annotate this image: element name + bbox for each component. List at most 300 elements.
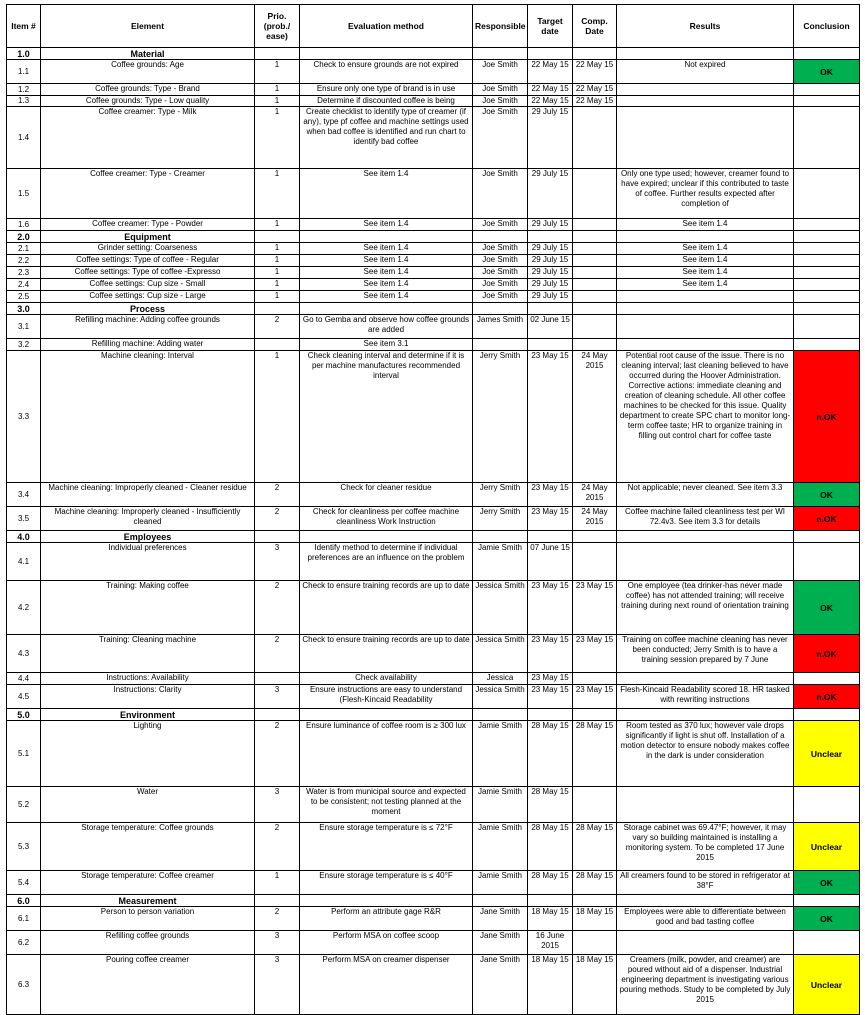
responsible-cell: Joe Smith [473,291,528,303]
table-row [7,787,860,823]
empty-cell [473,709,528,721]
target-date-cell: 23 May 15 [528,673,573,685]
item-cell: 3.3 [7,351,41,483]
table-row [7,871,860,895]
empty-cell [255,709,300,721]
responsible-cell: Jamie Smith [473,787,528,823]
comp-date-cell: 22 May 15 [573,84,617,96]
item-cell: 3.1 [7,315,41,339]
target-date-cell: 23 May 15 [528,581,573,635]
empty-cell [794,531,860,543]
responsible-cell: Jamie Smith [473,543,528,581]
table-row [7,931,860,955]
conclusion-cell: OK [794,581,860,635]
item-cell: 4.1 [7,543,41,581]
element-cell: Coffee settings: Cup size - Small [41,279,255,291]
conclusion-cell [794,543,860,581]
method-cell: Ensure storage temperature is ≤ 40°F [300,871,473,895]
results-cell: See item 1.4 [617,255,794,267]
target-date-cell: 23 May 15 [528,635,573,673]
empty-cell [528,48,573,60]
results-cell: See item 1.4 [617,219,794,231]
empty-cell [255,531,300,543]
conclusion-cell [794,255,860,267]
conclusion-cell [794,315,860,339]
empty-cell [473,48,528,60]
comp-date-cell: 18 May 15 [573,955,617,1015]
empty-cell [300,531,473,543]
comp-date-cell: 18 May 15 [573,907,617,931]
target-date-cell: 23 May 15 [528,685,573,709]
comp-date-cell: 24 May 2015 [573,351,617,483]
empty-cell [573,895,617,907]
comp-date-cell: 24 May 2015 [573,507,617,531]
prio-cell: 1 [255,255,300,267]
conclusion-cell: Unclear [794,823,860,871]
comp-date-cell [573,169,617,219]
method-cell: Create checklist to identify type of creamer (if any), type pf coffee and machine settings used when bad coffee is identified and run chart to identify bad coffee [300,107,473,169]
section-number: 1.0 [7,48,41,60]
conclusion-cell [794,243,860,255]
table-row [7,823,860,871]
conclusion-cell: n.OK [794,351,860,483]
comp-date-cell [573,673,617,685]
element-cell: Coffee grounds: Age [41,60,255,84]
prio-cell: 2 [255,581,300,635]
item-cell: 1.2 [7,84,41,96]
table-body [7,48,860,1015]
results-cell: Storage cabinet was 69.47°F; however, it may vary so building maintained is installing a monitoring system. To be completed 17 June 2015 [617,823,794,871]
comp-date-cell: 24 May 2015 [573,483,617,507]
empty-cell [617,303,794,315]
comp-date-cell [573,219,617,231]
responsible-cell: Joe Smith [473,96,528,107]
empty-cell [473,895,528,907]
results-cell: Not expired [617,60,794,84]
results-cell: Not applicable; never cleaned. See item 3.3 [617,483,794,507]
section-number: 3.0 [7,303,41,315]
item-cell: 2.1 [7,243,41,255]
responsible-cell: Jessica Smith [473,685,528,709]
results-cell [617,673,794,685]
method-cell: Check to ensure training records are up to date [300,635,473,673]
comp-date-cell: 23 May 15 [573,685,617,709]
target-date-cell: 28 May 15 [528,823,573,871]
empty-cell [528,231,573,243]
prio-cell: 1 [255,107,300,169]
element-cell: Pouring coffee creamer [41,955,255,1015]
header-prio: Prio. (prob./ ease) [255,5,300,48]
header-responsible: Responsible [473,5,528,48]
results-cell [617,96,794,107]
results-cell [617,315,794,339]
header-target-date: Target date [528,5,573,48]
prio-cell: 1 [255,279,300,291]
item-cell: 6.1 [7,907,41,931]
target-date-cell [528,339,573,351]
conclusion-cell [794,279,860,291]
target-date-cell: 18 May 15 [528,907,573,931]
responsible-cell: Joe Smith [473,267,528,279]
section-row [7,531,860,543]
results-cell: Potential root cause of the issue. There is no cleaning interval; last cleaning believed to have occurred during the Hoover Administration. Corrective actions: immediate cleaning and creation of cleaning schedule. All other coffee machines to be checked for this issue. Quality department to create SPC chart to monitor long-term coffee taste; HR to organize training in filling out control chart for coffee taste [617,351,794,483]
header-results: Results [617,5,794,48]
responsible-cell: Jamie Smith [473,823,528,871]
empty-cell [528,895,573,907]
empty-cell [528,531,573,543]
empty-cell [617,531,794,543]
conclusion-cell: OK [794,907,860,931]
prio-cell [255,673,300,685]
comp-date-cell: 22 May 15 [573,60,617,84]
conclusion-cell [794,931,860,955]
empty-cell [794,48,860,60]
element-cell: Storage temperature: Coffee creamer [41,871,255,895]
table-row [7,291,860,303]
method-cell: See item 1.4 [300,243,473,255]
element-cell: Coffee grounds: Type - Low quality [41,96,255,107]
responsible-cell: Joe Smith [473,107,528,169]
table-row [7,169,860,219]
target-date-cell: 22 May 15 [528,84,573,96]
responsible-cell: Jerry Smith [473,351,528,483]
conclusion-cell [794,787,860,823]
empty-cell [300,709,473,721]
empty-cell [473,231,528,243]
responsible-cell: Joe Smith [473,84,528,96]
method-cell: Perform MSA on creamer dispenser [300,955,473,1015]
item-cell: 4.4 [7,673,41,685]
prio-cell: 1 [255,60,300,84]
prio-cell: 2 [255,823,300,871]
target-date-cell: 18 May 15 [528,955,573,1015]
responsible-cell: Jerry Smith [473,507,528,531]
comp-date-cell [573,931,617,955]
header-row [7,5,860,48]
empty-cell [300,48,473,60]
target-date-cell: 29 July 15 [528,219,573,231]
table-row [7,507,860,531]
element-cell: Machine cleaning: Improperly cleaned - Cleaner residue [41,483,255,507]
table-row [7,907,860,931]
conclusion-cell: OK [794,483,860,507]
table-row [7,243,860,255]
section-title: Equipment [41,231,255,243]
target-date-cell: 28 May 15 [528,721,573,787]
target-date-cell: 29 July 15 [528,169,573,219]
responsible-cell: Jane Smith [473,907,528,931]
method-cell: Water is from municipal source and expected to be consistent; not testing planned at the moment [300,787,473,823]
conclusion-cell [794,339,860,351]
empty-cell [794,231,860,243]
element-cell: Coffee grounds: Type - Brand [41,84,255,96]
element-cell: Lighting [41,721,255,787]
table-row [7,255,860,267]
table-row [7,673,860,685]
prio-cell: 1 [255,267,300,279]
results-cell: Flesh-Kincaid Readability scored 18. HR tasked with rewriting instructions [617,685,794,709]
target-date-cell: 29 July 15 [528,107,573,169]
conclusion-cell [794,291,860,303]
table-row [7,635,860,673]
empty-cell [617,709,794,721]
item-cell: 3.5 [7,507,41,531]
conclusion-cell [794,219,860,231]
item-cell: 1.3 [7,96,41,107]
target-date-cell: 28 May 15 [528,787,573,823]
section-title: Process [41,303,255,315]
section-row [7,709,860,721]
header-comp-date: Comp. Date [573,5,617,48]
element-cell: Person to person variation [41,907,255,931]
results-cell: Employees were able to differentiate between good and bad tasting coffee [617,907,794,931]
method-cell: Check to ensure grounds are not expired [300,60,473,84]
item-cell: 6.3 [7,955,41,1015]
element-cell: Individual preferences [41,543,255,581]
prio-cell: 2 [255,315,300,339]
responsible-cell: Jessica Smith [473,581,528,635]
method-cell: See item 3.1 [300,339,473,351]
method-cell: See item 1.4 [300,219,473,231]
empty-cell [794,709,860,721]
empty-cell [528,709,573,721]
prio-cell: 3 [255,955,300,1015]
element-cell: Coffee settings: Type of coffee - Regular [41,255,255,267]
table-row [7,685,860,709]
item-cell: 2.3 [7,267,41,279]
prio-cell: 2 [255,507,300,531]
conclusion-cell [794,96,860,107]
table-row [7,721,860,787]
element-cell: Coffee settings: Cup size - Large [41,291,255,303]
comp-date-cell: 28 May 15 [573,823,617,871]
results-cell: See item 1.4 [617,267,794,279]
prio-cell: 2 [255,483,300,507]
comp-date-cell [573,267,617,279]
results-cell: Creamers (milk, powder, and creamer) are poured without aid of a dispenser. Industrial engineering department is investigating various pouring methods. Study to be completed by July 2015 [617,955,794,1015]
method-cell: Ensure storage temperature is ≤ 72°F [300,823,473,871]
method-cell: Perform an attribute gage R&R [300,907,473,931]
results-cell: Training on coffee machine cleaning has never been conducted; Jerry Smith is to have a training session prepared by 7 June [617,635,794,673]
responsible-cell: Joe Smith [473,255,528,267]
comp-date-cell: 23 May 15 [573,635,617,673]
item-cell: 2.5 [7,291,41,303]
table-row [7,267,860,279]
responsible-cell: Jane Smith [473,931,528,955]
comp-date-cell [573,543,617,581]
comp-date-cell: 28 May 15 [573,871,617,895]
comp-date-cell: 28 May 15 [573,721,617,787]
section-title: Employees [41,531,255,543]
header-item: Item # [7,5,41,48]
prio-cell: 1 [255,243,300,255]
table-row [7,279,860,291]
conclusion-cell [794,107,860,169]
empty-cell [573,303,617,315]
target-date-cell: 23 May 15 [528,507,573,531]
target-date-cell: 23 May 15 [528,351,573,483]
responsible-cell: Jessica [473,673,528,685]
results-cell [617,543,794,581]
table-row [7,351,860,483]
prio-cell: 3 [255,543,300,581]
empty-cell [573,231,617,243]
element-cell: Refilling machine: Adding water [41,339,255,351]
results-cell [617,291,794,303]
method-cell: Check for cleaner residue [300,483,473,507]
conclusion-cell [794,673,860,685]
table-row [7,483,860,507]
fmea-table [6,4,860,1015]
conclusion-cell [794,84,860,96]
responsible-cell: Jessica Smith [473,635,528,673]
results-cell: See item 1.4 [617,279,794,291]
prio-cell: 3 [255,685,300,709]
section-row [7,231,860,243]
method-cell: See item 1.4 [300,169,473,219]
results-cell: All creamers found to be stored in refrigerator at 38°F [617,871,794,895]
empty-cell [255,303,300,315]
target-date-cell: 29 July 15 [528,243,573,255]
element-cell: Coffee creamer: Type - Creamer [41,169,255,219]
method-cell: Check cleaning interval and determine if it is per machine manufactures recommended interval [300,351,473,483]
results-cell: One employee (tea drinker-has never made coffee) has not attended training; will receive training during next round of orientation training [617,581,794,635]
table-row [7,339,860,351]
responsible-cell: Joe Smith [473,60,528,84]
responsible-cell: Joe Smith [473,279,528,291]
prio-cell [255,339,300,351]
comp-date-cell [573,315,617,339]
conclusion-cell: n.OK [794,685,860,709]
section-title: Measurement [41,895,255,907]
section-row [7,303,860,315]
responsible-cell: Jamie Smith [473,871,528,895]
responsible-cell: Jamie Smith [473,721,528,787]
comp-date-cell [573,255,617,267]
section-number: 6.0 [7,895,41,907]
conclusion-cell: n.OK [794,635,860,673]
conclusion-cell: OK [794,871,860,895]
element-cell: Instructions: Availability [41,673,255,685]
element-cell: Grinder setting: Coarseness [41,243,255,255]
item-cell: 4.3 [7,635,41,673]
prio-cell: 1 [255,219,300,231]
conclusion-cell: Unclear [794,955,860,1015]
results-cell: Only one type used; however, creamer found to have expired; unclear if this contributed to taste of coffee. Further results expected after completion of [617,169,794,219]
results-cell: Room tested as 370 lux; however vale drops significantly if light is shut off. Installation of a motion detector to ensure nobody makes coffee in the dark is under consideration [617,721,794,787]
table-row [7,581,860,635]
item-cell: 1.6 [7,219,41,231]
results-cell [617,931,794,955]
target-date-cell: 07 June 15 [528,543,573,581]
empty-cell [573,531,617,543]
element-cell: Training: Cleaning machine [41,635,255,673]
method-cell: Go to Gemba and observe how coffee grounds are added [300,315,473,339]
comp-date-cell [573,243,617,255]
method-cell: Ensure luminance of coffee room is ≥ 300 lux [300,721,473,787]
table-row [7,84,860,96]
section-row [7,895,860,907]
table-row [7,543,860,581]
table-row [7,315,860,339]
item-cell: 3.4 [7,483,41,507]
element-cell: Coffee creamer: Type - Powder [41,219,255,231]
responsible-cell: Joe Smith [473,169,528,219]
section-title: Environment [41,709,255,721]
method-cell: Ensure instructions are easy to understand (Flesh-Kincaid Readability [300,685,473,709]
target-date-cell: 29 July 15 [528,279,573,291]
item-cell: 2.4 [7,279,41,291]
prio-cell: 3 [255,787,300,823]
section-row [7,48,860,60]
method-cell: See item 1.4 [300,279,473,291]
table-row [7,107,860,169]
empty-cell [794,895,860,907]
item-cell: 1.5 [7,169,41,219]
empty-cell [255,48,300,60]
prio-cell: 2 [255,721,300,787]
responsible-cell [473,339,528,351]
element-cell: Refilling coffee grounds [41,931,255,955]
element-cell: Water [41,787,255,823]
target-date-cell: 29 July 15 [528,267,573,279]
results-cell: Coffee machine failed cleanliness test per WI 72.4v3. See item 3.3 for details [617,507,794,531]
prio-cell: 1 [255,84,300,96]
table-row [7,955,860,1015]
responsible-cell: Joe Smith [473,243,528,255]
header-conclusion: Conclusion [794,5,860,48]
method-cell: Identify method to determine if individual preferences are an influence on the problem [300,543,473,581]
results-cell [617,84,794,96]
table-row [7,60,860,84]
element-cell: Machine cleaning: Improperly cleaned - Insufficiently cleaned [41,507,255,531]
target-date-cell: 22 May 15 [528,60,573,84]
prio-cell: 1 [255,291,300,303]
table-row [7,219,860,231]
comp-date-cell [573,291,617,303]
method-cell: Determine if discounted coffee is being [300,96,473,107]
comp-date-cell [573,279,617,291]
conclusion-cell [794,267,860,279]
element-cell: Coffee settings: Type of coffee -Expresso [41,267,255,279]
empty-cell [794,303,860,315]
prio-cell: 1 [255,169,300,219]
prio-cell: 3 [255,931,300,955]
header-element: Element [41,5,255,48]
element-cell: Refilling machine: Adding coffee grounds [41,315,255,339]
empty-cell [255,231,300,243]
section-number: 4.0 [7,531,41,543]
method-cell: Ensure only one type of brand is in use [300,84,473,96]
target-date-cell: 29 July 15 [528,291,573,303]
prio-cell: 1 [255,871,300,895]
empty-cell [617,895,794,907]
method-cell: See item 1.4 [300,255,473,267]
empty-cell [528,303,573,315]
conclusion-cell: OK [794,60,860,84]
item-cell: 5.4 [7,871,41,895]
method-cell: Check availability [300,673,473,685]
comp-date-cell: 22 May 15 [573,96,617,107]
conclusion-cell: Unclear [794,721,860,787]
results-cell: See item 1.4 [617,243,794,255]
table-row [7,96,860,107]
target-date-cell: 02 June 15 [528,315,573,339]
method-cell: Perform MSA on coffee scoop [300,931,473,955]
empty-cell [573,709,617,721]
target-date-cell: 22 May 15 [528,96,573,107]
empty-cell [255,895,300,907]
